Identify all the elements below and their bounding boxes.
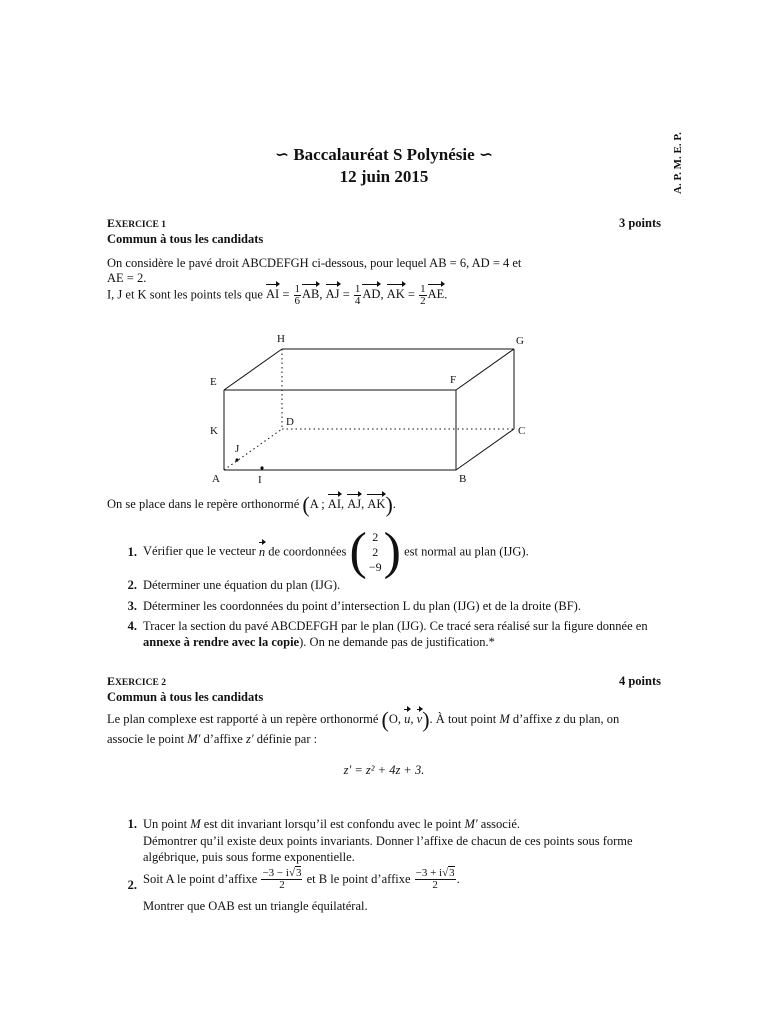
ex2-q1-line2: Démontrer qu’il existe deux points invariants. Donner l’affixe de chacun de ces points sous forme [143, 834, 633, 848]
ex2-q1-line3: algébrique, puis sous forme exponentielle. [143, 850, 355, 864]
ex2-q2-line1: Soit A le point d’affixe $\frac{-3 - i√3}{2}$ et B le point d’affixe $\frac{-3 + i√3}{2}$ . [143, 867, 460, 891]
label-A: A [212, 473, 220, 485]
label-E: E [210, 376, 217, 388]
vector-AB: AB [302, 287, 320, 302]
point-I [260, 466, 263, 469]
page-title [0, 145, 768, 165]
label-C: C [518, 425, 526, 437]
vector-AD: AD [362, 287, 381, 302]
fraction-1-4: $\frac{1}{4}$ [354, 283, 361, 307]
cuboid-figure [190, 325, 540, 495]
label-F: F [450, 374, 457, 386]
vector-u: u [404, 711, 411, 726]
ex1-q3-text: Déterminer les coordonnées du point d’intersection L du plan (IJG) et de la droite (BF). [143, 599, 581, 613]
ex1-q4-number: 4. [127, 619, 137, 633]
ex2-q1-line1: Un point M est dit invariant lorsqu’il est confondu avec le point M′ associé. [143, 817, 520, 831]
label-G: G [516, 335, 524, 347]
ornament-right-icon: ∽ [478, 145, 494, 164]
edge-BC [456, 429, 514, 470]
exercise1-heading: EXERCICE 1 [107, 216, 166, 230]
ex1-q1-text: Vérifier que le vecteur n de coordonnées ( 2 2 −9 ) est normal au plan (IJG). [143, 523, 529, 580]
exercise2-points: 4 points [618, 674, 661, 688]
vector-AE: AE [427, 287, 445, 302]
exercise2-subtitle: Commun à tous les candidats [107, 690, 264, 704]
affix-B-fraction: $\frac{-3 + i√3}{2}$ [415, 867, 455, 891]
label-D: D [286, 416, 294, 428]
vector-v: v [416, 711, 423, 726]
ex1-q4-line1: Tracer la section du pavé ABCDEFGH par le plan (IJG). Ce tracé sera réalisé sur la figure donnée en [143, 619, 648, 633]
ex2-q1-number: 1. [127, 817, 137, 831]
label-H: H [277, 333, 285, 345]
ex2-q2-number: 2. [127, 878, 137, 892]
edge-AD-hidden [224, 429, 282, 470]
coordinate-column: 2 2 −9 [368, 529, 382, 574]
exercise2-intro-line1: Le plan complexe est rapporté à un repère orthonormé (O, u, v). À tout point M d’affixe z du plan, on [107, 707, 620, 732]
ex1-q2-text: Déterminer une équation du plan (IJG). [143, 578, 341, 592]
title-text: Baccalauréat S Polynésie [293, 145, 475, 164]
fraction-1-6: $\frac{1}{6}$ [294, 283, 301, 307]
edge-FG [456, 349, 514, 390]
exercise2-formula: z′ = z² + 4z + 3. [343, 763, 425, 777]
label-B: B [459, 473, 467, 485]
label-K: K [210, 425, 218, 437]
exercise2-heading: EXERCICE 2 [107, 674, 166, 688]
fraction-1-2: $\frac{1}{2}$ [420, 283, 426, 307]
exercise1-definitions: I, J et K sont les points tels que AI = $\frac{1}{6}$ AB, AJ = $\frac{1}{4}$ AD, AK = $\frac{1}{2}$ AE. [107, 283, 448, 307]
exercise1-intro-line2: AE = 2. [107, 271, 147, 285]
ornament-left-icon: ∽ [274, 145, 290, 164]
ex2-q2-line2: Montrer que OAB est un triangle équilatéral. [143, 899, 368, 913]
page-date: 12 juin 2015 [339, 167, 429, 186]
label-J: J [235, 443, 240, 455]
point-J [235, 458, 238, 461]
label-I: I [258, 474, 262, 486]
exercise1-repere: On se place dans le repère orthonormé (A ; AI, AJ, AK). [107, 492, 396, 517]
ex1-q4-line2: annexe à rendre avec la copie). On ne demande pas de justification.* [143, 635, 495, 649]
affix-A-fraction: $\frac{-3 - i√3}{2}$ [262, 867, 302, 891]
exercise1-intro-line1: On considère le pavé droit ABCDEFGH ci-dessous, pour lequel AB = 6, AD = 4 et [107, 256, 522, 270]
vector-AK: AK [386, 287, 405, 302]
ex1-q1-number: 1. [127, 545, 137, 559]
exercise1-subtitle: Commun à tous les candidats [107, 232, 264, 246]
vector-AJ: AJ [325, 287, 340, 302]
exercise2-intro-line2: associe le point M′ d’affixe z′ définie par : [107, 732, 318, 746]
exercise1-points: 3 points [618, 216, 661, 230]
side-label: A. P. M. E. P. [672, 132, 684, 194]
vector-n: n [258, 544, 266, 559]
edge-EH [224, 349, 282, 390]
vector-AI: AI [266, 287, 280, 302]
ex1-q3-number: 3. [127, 599, 137, 613]
ex1-q2-number: 2. [127, 578, 137, 592]
